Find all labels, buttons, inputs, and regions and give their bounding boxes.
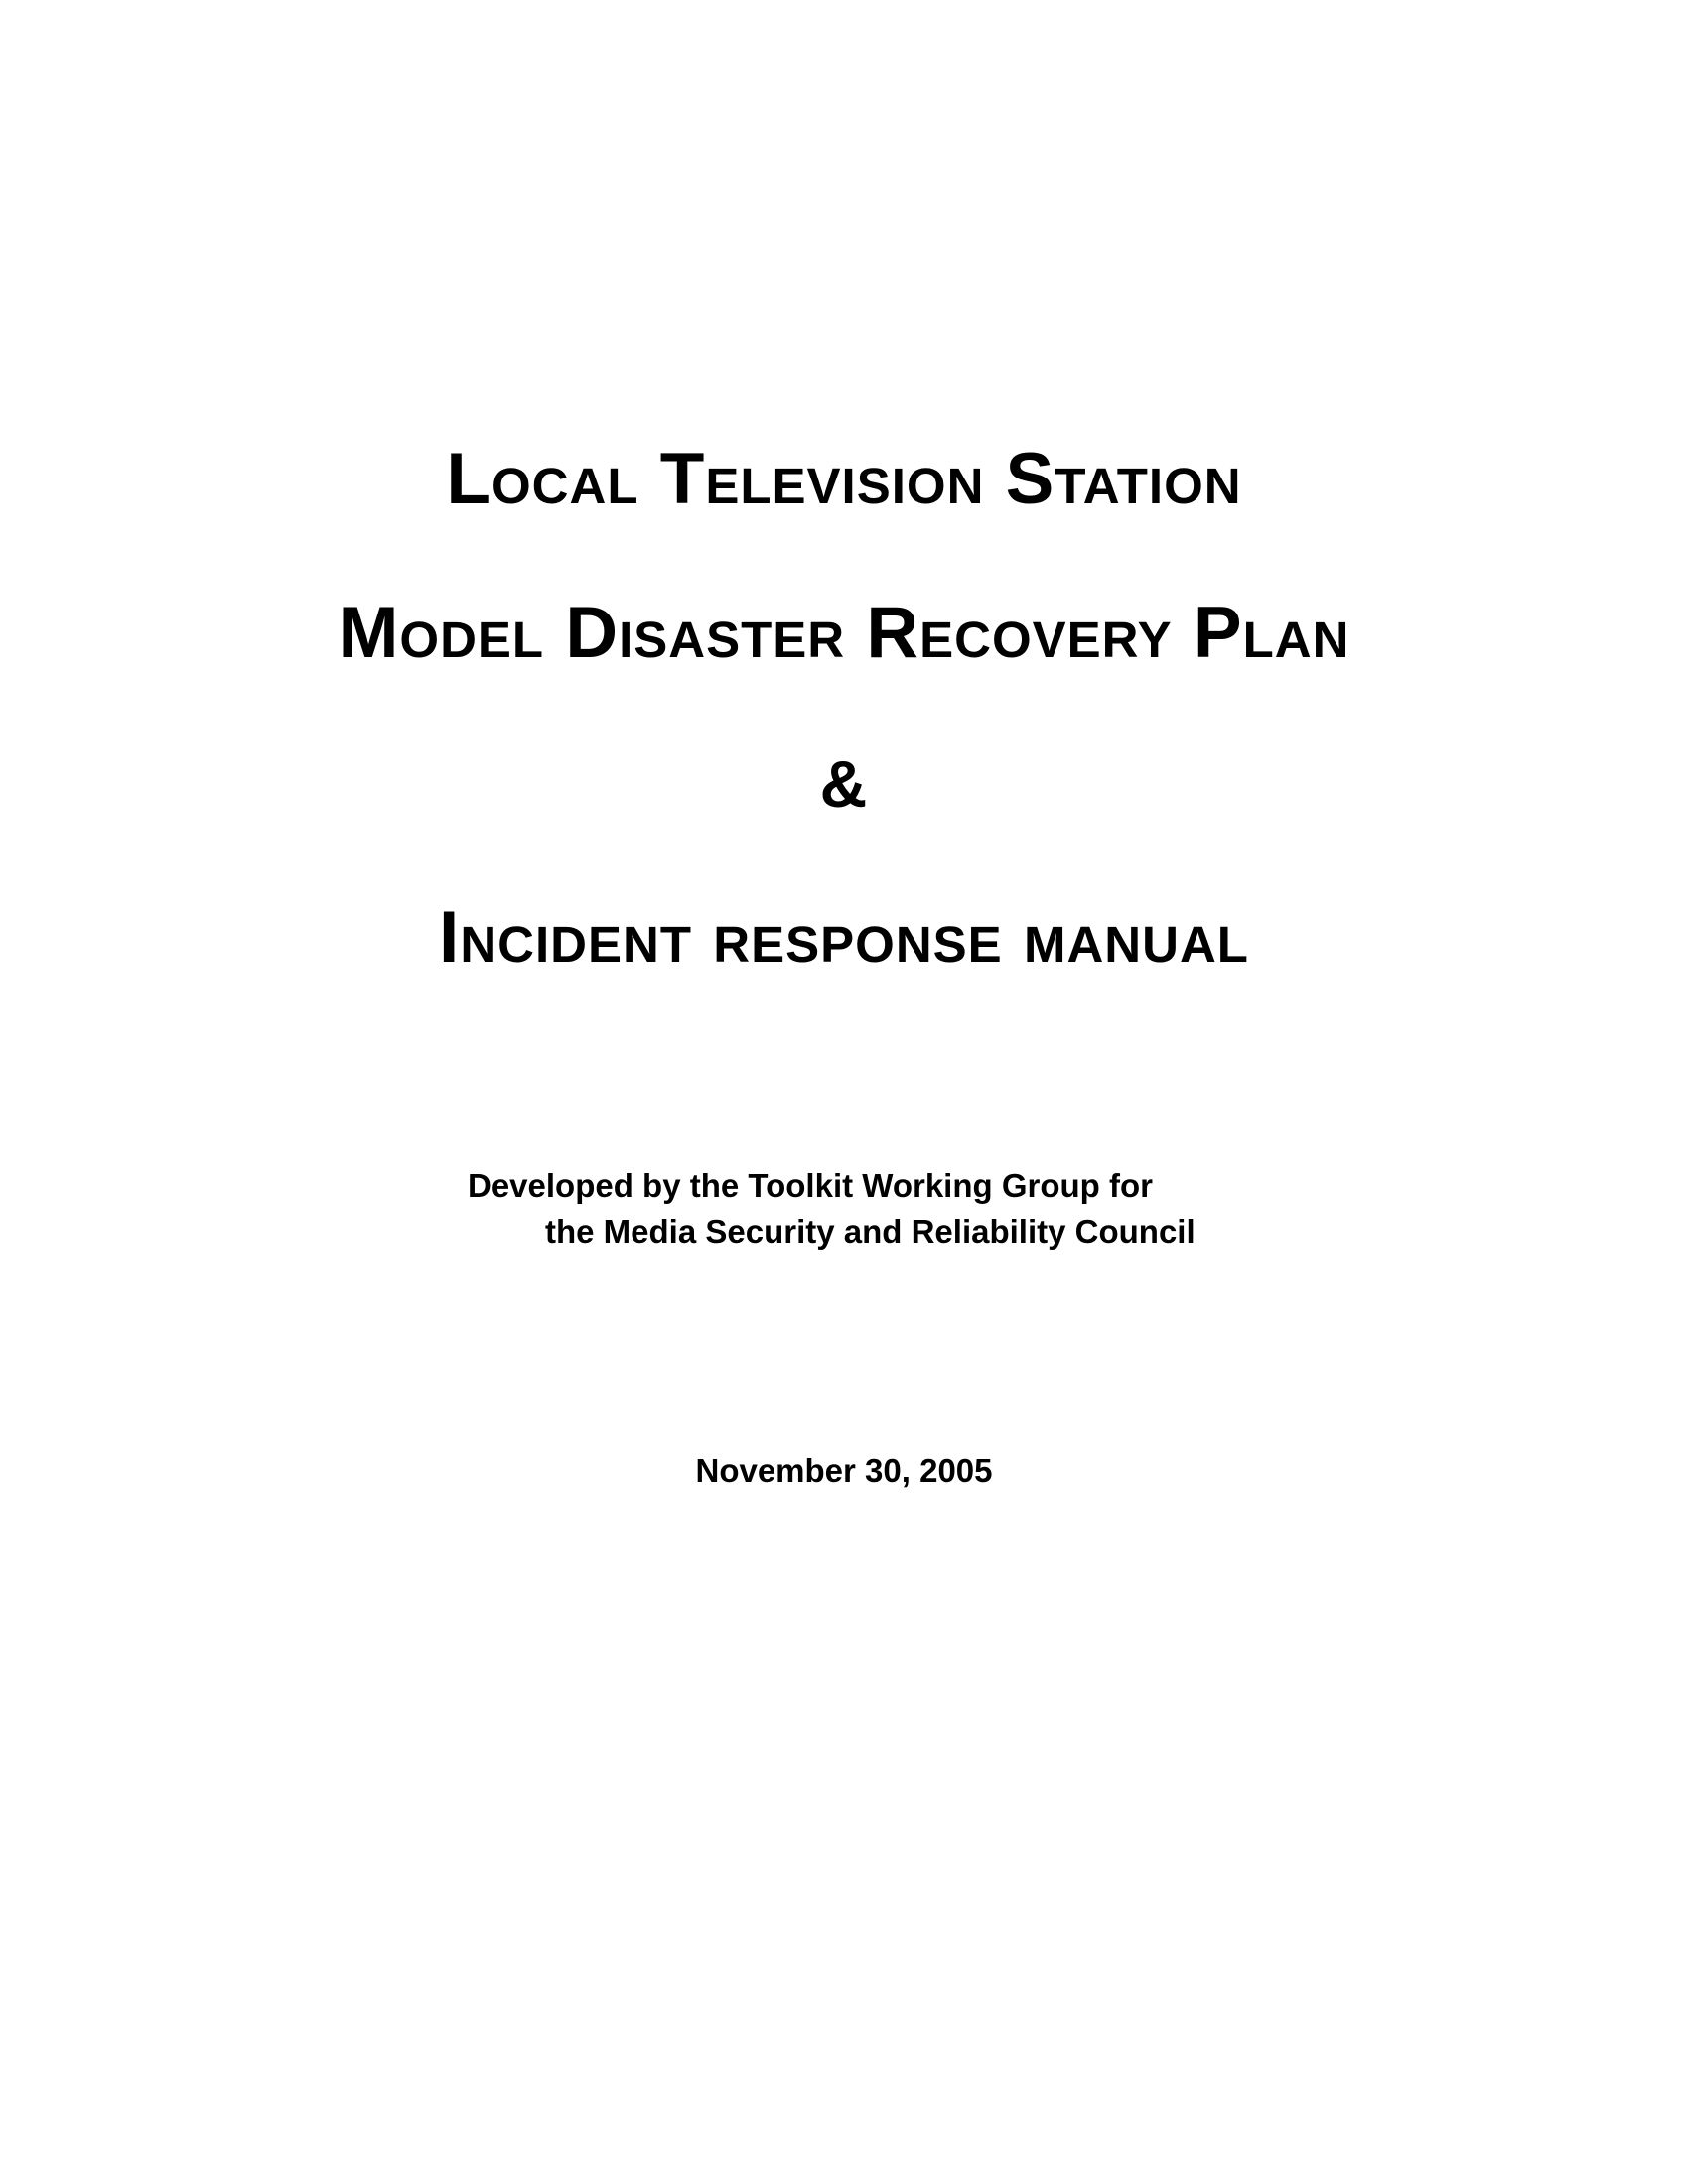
credit-line-council: the Media Security and Reliability Council <box>545 1213 1196 1250</box>
title-line-plan: Model Disaster Recovery Plan <box>338 593 1350 673</box>
title-line-manual: Incident response manual <box>439 897 1249 978</box>
document-date: November 30, 2005 <box>695 1452 993 1489</box>
title-ampersand: & <box>819 748 869 821</box>
title-line-station: Local Television Station <box>446 439 1242 519</box>
credit-line-developed-by: Developed by the Toolkit Working Group for <box>468 1167 1153 1204</box>
